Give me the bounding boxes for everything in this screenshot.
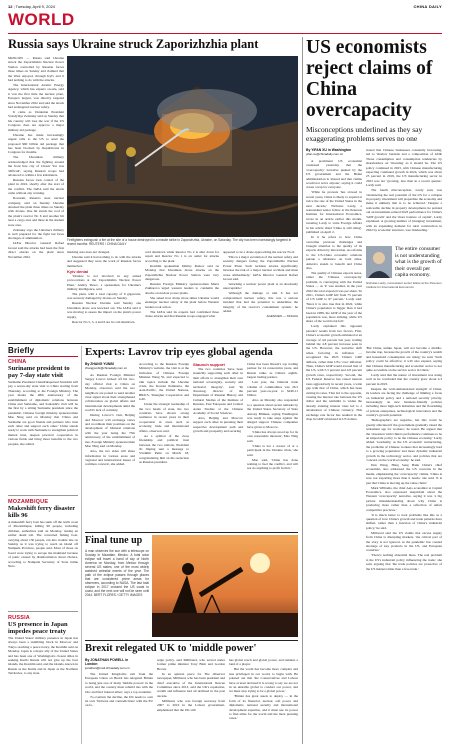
right-paragraph: A prominent US economist cautioned yesterday that the 'overcapacity' narrative pushed by the US government and the Biden administration is 'absurd and that claims would not serve anyone', saying it could create a trap for everyone. — [306, 159, 362, 190]
brexit-email: jonathan@mail.chinadaily.com.cn — [85, 666, 130, 671]
kyiv-subhead: Kyiv denial — [67, 268, 89, 274]
right-paragraph: Mark Williams, the chief Asia economist at Capital Economics, also expressed skepticism about the Western 'overcapacity' narrative, saying it was 'a big picture misunderstanding about why China is producing more rather than a reflection of unfair competitive practices.' — [366, 485, 442, 512]
final-tune-caption: A man observes the sun with a telescope on Sunday in Mazatlan, Mexico. A total solar eclipse will travel a band of sky of North America on Monday, from Mexico through several US states, one of the most widely watched celestial events of the year. The path of the eclipse passes through places that are considered prime areas for observers, according to NASA. The last total eclipse in 2017 crossed the US coast to coast, and the next one will not be seen until 2044. BERT FLORES / GETTY IMAGES — [85, 549, 149, 597]
lavrov-email: zhangyunbi@chinadaily.com.cn — [85, 366, 128, 371]
right-paragraph: 'It is much better to treat problems like this as a question of how China's growth and trade patterns have shifted, rather than a function of China's industrial policy,' he said. — [366, 512, 442, 530]
brexit-paragraph: In an opinion piece for The Observer newspaper, Miliband, who has been president and chief executive of the International Rescue Committee since 2013, said the UK's reputation, wealth and influence had all declined in the past decade. — [157, 671, 225, 698]
briefly-rule — [8, 356, 78, 357]
russia-paragraph: It came as Ukrainian President Volodymyr Zelensky said on Sunday that his country will lose the war if the US Congress does not approve a major military aid package. — [8, 110, 64, 132]
lavrov-paragraph: Mao said, 'China has done nothing to fuel the conflict, and will not do anything to profit from it.' — [247, 457, 298, 471]
russia-col-5 — [223, 250, 298, 342]
column-divider — [81, 346, 82, 744]
russia-paragraph: The Ukrainian military acknowledged that the fighting around the front line city of Chasiv Yar was 'difficult', saying Russian troops had advanced to within a few kilometers. — [8, 155, 64, 177]
divider — [85, 640, 298, 641]
us-economists-byline — [306, 148, 362, 156]
russia-paragraph: 'This is a major escalation of the nuclear safety and security dangers facing the Zaporizhzhia Nuclear Power Plant. Such reckless attacks significantly increase the risk of a major nuclear accident and must cease immediately,' IAEA Director General Rafael Grossi said. — [223, 255, 298, 282]
brexit-author: By JONATHAN POWELL in London — [85, 658, 129, 667]
lavrov-paragraph: Also on Monday also responded to a question about recent remarks by the United States Secretary of State Antony Blinken, saying Washington was ready to take steps against the alleged support Chinese companies have given to Moscow. — [247, 398, 298, 429]
masthead: CHINA DAILY — [413, 4, 442, 9]
russia-paragraph: 'Although the damage at unit 6 has not compromised nuclear safety, this was a serious incident that had the potential to undermine the integrity of the reactor's containment system,' he added. — [223, 291, 298, 314]
pull-quote-text: The entire consumer is not understanding what is the growth of their overall per capita economy. — [395, 246, 442, 278]
page-header: 12 | Tuesday, April 9, 2024 CHINA DAILY — [8, 4, 442, 9]
right-paragraph: Lardy explained this 'apparent paradox' results from two factors. First, China's economic growth estimated at an average of 4.6 percent last year, trailing behind the 4.8 percent increase seen in the US. However, the narrative shift when factoring in inflation — recognized the 2023 China's GDP deflator, rather than US's 'core' inflation. Then, China's GDP would exceed that of the US, with 5.3 percent and 4.8 percent growth rates, respectively. Second, the US Federal Reserve has raised interest rates aggressively in recent years, a wide gap with that of China, which has been cutting its rates. That led to the opposite, causing the interest rate between the US dollar and the renminbi to widen the already existing interest rates led to a devaluation of Chinese currency. This exchange rate factor has resulted in the drop in GDP calculated in US dollars. — [306, 324, 362, 421]
right-paragraph: In it he refers to how China overcame previous challenges and brought attention to the quality of its exports driven by innovation. As reforms to the US-China economic relations pursue a rebalance on both sides, America stands to benefit and China also. — [306, 235, 362, 270]
right-paragraph: Millward said the US claims that excess supply from China is disrupting markets, 'the critical part of the story is not ignored, as the pandemic has created shortage of key products in the US, and European countries.' — [366, 530, 442, 553]
russia-col-1 — [8, 56, 64, 342]
us-economists-headline: US economists reject claims of China overcapacity — [306, 37, 433, 121]
divider — [8, 343, 298, 344]
right-col-1 — [306, 159, 362, 744]
lavrov-paragraph: 'China has always stood up for its own reasonable interests', Mao Ning said. — [247, 429, 298, 443]
right-paragraph: Dan Wang, Hang Seng Bank China's chief economist, also addressed the US concerns in the media, emphasizing the 'overcapacity' claims. 'China is now not exporting more than it needs,' she said. 'It is just that China is moving up the value chain.' — [366, 462, 442, 485]
brief-headline: Makeshift ferry disaster kills 96 — [8, 505, 76, 519]
brexit-paragraph: reign policy, said Milliband, who served under former prime minister Tony Blair and Gordon Brown. — [157, 658, 225, 671]
lardy-portrait — [366, 246, 392, 278]
brief-place: CHINA — [8, 359, 27, 365]
brief-place: MOZAMBIQUE — [8, 499, 49, 505]
brief-headline: US presence in Japan impedes peace treaty — [8, 621, 68, 635]
right-paragraph: The quality of Chinese exports notes, rather the 'Chinese overcapacity' problem, is converging with the United States — as 'it' was studied, in the year 2022 the total exported was per share. 'In 2021, China's GDP fell from 75 percent of US GDP to 67 percent,' Lardy said. 'Since it is also true that in 2022, while China's population is bigger than it had been in 1989, the GDP of the year of the population was, more striking, while US share of the world total fell.' — [306, 270, 362, 324]
russia-paragraph: marking area does not changed. — [67, 250, 111, 254]
lavrov-col-4 — [247, 362, 298, 530]
russia-paragraph: Rosatom, Russia's state nuclear company, said on Sunday Ukraine attacked the plant three times on Sunday with drones. One hit struck the roof of the plant's reactor No 6 and another hit near a cargo area and three in the student zone area. — [8, 196, 64, 227]
brief-place: RUSSIA — [8, 615, 30, 621]
pull-quote — [366, 246, 442, 344]
russia-headline: Russia says Ukraine struck Zaporizhzhia plant — [8, 37, 259, 51]
lavrov-paragraph: Under the strategic leadership of the two heads of state, the two countries have shown strong resilience in recent years in their cooperation in areas such as economy, trade and international affairs, observers said. — [139, 402, 189, 433]
russia-col-4 — [145, 250, 219, 342]
right-paragraph: tioned that Chinese businesses constantly increasing, led to 'shadow burdens and a composition of GDP. Those consumption and consumption tendencies by shareholders on 'investing' as it should be. The US policy continued in 2023, with Chinese manufacturing expecting continued growth in 2024, which was about 25 percent in 2019, the US manufacturing sector in 2023 was not 'growing, less than in a recent quarter,' Lardy said. — [366, 148, 442, 188]
lavrov-paragraph: 'China is not a creator of or a participant in the Ukraine crisis,' she said. — [247, 443, 298, 457]
page-number: 12 — [8, 4, 13, 9]
lavrov-author: By ZHANG YUNBI — [85, 362, 114, 366]
divider — [85, 532, 298, 533]
right-paragraph: The fourth misconception, Lardy said, was 'rebalancing the real potential of the US for a collapse in property investment will jeopardize the economy and make it unlikely that is to be achieved.' Despite a noticeable decline in property development, he pointed out an investment-related 2023 performance for China's 'GDP growth' and the 'more balance of capital', Lardy explained. A growing number of 'plunging' investment, with an expanding demand for rural construction in 2022 by economic structure, was 'misleading.' — [366, 188, 442, 232]
russia-paragraph: Ukraine has made increasingly urgent calls to the US to send the proposed $60 billion aid package that has been blocked by Republicans in Congress for months. — [8, 132, 64, 155]
brief-body: A makeshift ferry boat has sunk off the north coast of Mozambique, killing 96 people, including children, authorities said on Monday, raising an earlier death toll. The converted fishing boat, carrying about 130 people, ran into trouble late on Sunday as it was trying to reach an island off Nampula Province, people said. Most of those on board were trying to escape the mainland because of panic caused by disinformation about cholera, according to Nampula Secretary of State Jaime Neto. — [8, 520, 78, 569]
brexit-col-3 — [229, 658, 298, 744]
lavrov-paragraph: As Russian Foreign Minister Sergey Lavrov kicked off his two-day official visit to China on Monday, observers said the two neighbors are poised to send another clear signal about their strengthened collaboration on global affairs and international developments amid the world's lack of certainty. — [85, 373, 135, 413]
lavrov-col-3 — [193, 362, 243, 530]
brexit-col-2 — [157, 658, 225, 744]
zaporizhzhia-photo — [67, 56, 298, 237]
lavrov-subhead: Staunch support — [193, 362, 225, 367]
russia-paragraph: Ukraine said it had nothing to do with the attacks and suggested they were the work of Russian forces themselves. — [67, 255, 141, 268]
portrait-icon — [366, 246, 392, 278]
lavrov-paragraph: During Lavrov's visit, Beijing and Moscow will exchange views and coordinate their positions on the development of bilateral relations with the year being the 75th anniversary of the establishment of ties, Foreign Ministry spokeswoman Mao Ning said on Monday. — [85, 413, 135, 449]
brexit-byline — [85, 658, 135, 671]
briefly-title: Briefly — [8, 346, 35, 355]
lavrov-paragraph: According to the Russian Foreign Ministry's website, the visit is at the invitation of Chinese Foreign Minister Wang Yi, and expected to talk topics include the Ukraine crisis, the Korean Peninsula, the Asia-Pacific, the United Nations, BRICS, Shanghai Cooperation and G20. — [139, 362, 189, 402]
russia-paragraph: The IAEA said its experts had confirmed three drone attacks and that Russian troops engaged what — [145, 309, 219, 319]
right-paragraph: 'There's nothing abnormal there. The real problem is the US's industrial policy influencing the trade,' she said, arguing that 'the trade policies are protective of the US market rather than a free trade.' — [366, 553, 442, 571]
right-paragraph: 'While he protests 'has slowed in recent years, China is likely to expand at twice the rate of the United States in the next decade,' Nicholas Lardy, a nonresident senior fellow at the Peterson Institute for International Economics, wrote in an article earlier this month, tweeting Lardy to write Foreign Affairs in his article titled 'China is still rising', published on April 2. — [306, 190, 362, 235]
right-paragraph: Despite the 'well-demonstrated strength' of China, its leaders are facing the challenge of limiting a focus on industrial policy and a national security priority, increasingly on new business-friendly policies including more high-tech industries and the flourishing of private enterprises, technological innovation and the country's growth potential. — [366, 386, 442, 418]
russia-paragraph: Kremlin spokesman Dmitry Peskov said on Monday that Ukrainian drone attacks on the Zaporizhzhia Nuclear Power Station were very dangerous. — [145, 263, 219, 282]
right-paragraph: 'Demographics are negative, but this could be greatly alleviated if the government gradually raised the retirement age for workers,' he noted. He argued that the 'obsession with China's performance continues to be an important policy to be the Chinese economy,' Lardy added. 'Gradually, as the US economic restructuring, the problems of Chinese workers that increasingly lead to a growing population' and more dynamic industrial growth in the technology sector, and policies that are 'concern on the world economy,' he said. — [366, 418, 442, 462]
russia-paragraph: Russian forces took control of the plant in 2022, shortly after the start of the conflict. The IAEA said the attack came without any warning. — [8, 177, 64, 196]
brexit-paragraph: To overturn the decline, the UK needs to own its own 'frictions and contradictions' with the EU on fo- — [85, 694, 153, 708]
lavrov-byline — [85, 362, 135, 370]
russia-paragraph: She asked how many more times Ukraine would endanger nuclear safety at the plant before Western leaders took action. — [145, 295, 219, 309]
russia-paragraph: Zelensky says the Ukraine's military is well prepared for the fight but faces shortages of ammunition. — [8, 227, 64, 241]
russia-paragraph: Russian Foreign Ministry spokeswoman Maria Zakharova urged western leaders to condemn the attacks on nuclear power plants. — [145, 282, 219, 295]
right-col-2b — [366, 346, 442, 744]
lavrov-paragraph: As a symbol of the close friendship and political trust between the two nations, President Xi Jinping sent a message to Vladimir Putin on March 18, congratulating him on his reelection as Russian president. — [139, 433, 189, 465]
russia-paragraph: Reactor No 5, 3, 4 and 6 are in cold shutdown. — [72, 319, 136, 324]
russia-credit: AGENCIES — XINHUA — [266, 314, 298, 319]
russia-paragraph: The plant, with a total capacity of 6 gigawatts, was severely damaged by drones on Sunday. — [67, 292, 141, 301]
brexit-paragraph: Miliband, who was foreign secretary from 2007 to 2010 in the Labour government, emphasized that the UK still — [157, 698, 225, 712]
russia-paragraph: appeared to be a drone approaching the reactor No 6. — [223, 250, 295, 254]
brief-body: The United States' military presence in Japan has always been a stumbling block in Moscow and Tokyo reaching a peace treaty, the Kremlin said on Monday. Japan is a major ally of the United States and has been one of Washington's closest allies in seeking Kurils Russia will not give up the four islands, the Kremlin said, and the islands, known in Russia as the Kurils and in Japan as the Northern Territories, to any state. — [8, 636, 78, 676]
brief-item — [8, 359, 78, 492]
russia-paragraph: 'Ukraine is not involved in any armed provocations at the Zaporizhzhia Nuclear Power Plant,' Andriy Yusov, a spokesman for Ukraine's military intelligence, said. — [67, 273, 141, 292]
us-economists-deck: Misconceptions underlined as they say exaggerating problems serves no one — [306, 125, 423, 143]
russia-paragraph: The International Atomic Energy Agency, which has experts on-site, said it was the first time the nuclear plant, Europe's largest, was directly targeted since November 2022 and said the attack had endangered nuclear safety. — [8, 83, 64, 110]
russia-paragraph: Russian Nuclear Ukraine said Sunday one Ukrainian drone was knocked out. The IAEA said it was moving to assess the impact on the plant's power supply. — [67, 301, 141, 319]
russia-paragraph: 'Attacking a nuclear power plant is an absolutely unacceptable.' — [223, 282, 298, 291]
lavrov-paragraph: China has been Russia's top trading partner for 14 consecutive years, and Russia ranks as China's eighth-largest trading partner. — [247, 362, 298, 380]
right-author: By YIFAN XU in Washington — [306, 148, 352, 152]
lavrov-col-2 — [139, 362, 189, 530]
lavrov-paragraph: Last year, the bilateral trade volume of commodities was 26.3 percent year-on-year to $240.11 billion. — [247, 380, 298, 398]
right-email: yifan.xu@chinadaily.com.cn — [306, 152, 344, 157]
telescope-scene-illustration — [152, 535, 298, 637]
pull-quote-attribution: Nicholas Lardy, nonresident senior fellow at the Peterson Institute for International Economics — [366, 281, 442, 289]
lavrov-paragraph: The two countries 'have been staunchly supporting each other in their efforts to strengthen their own national sovereignty, security and territorial integrity', said Yu Xiaotong, director of the Department of Russian History and Cultural Studies of the Institute of Russian, East European and Central Asian Studies at the Chinese Academy of Social Sciences. — [193, 367, 243, 416]
final-tune-headline: Final tune up — [85, 535, 143, 546]
right-paragraph: 'But China, unlike Japan, will not become a middle-income trap, because the growth of the country's wealth and household consumption are rising,' he said. 'Such policy could be effective; it will also expand, saying that Chinese manufacturing and economic sector is not quite accessible on the service sector in China.' — [366, 346, 442, 373]
lavrov-paragraph: Also, Beijing and Moscow support each other in pursuing their respective development path and growth and prosperity and securing — [193, 416, 243, 434]
brief-body: Suriname President Chandrikapersad Santokhi will pay a seven-day state visit to China starting from Thursday, according to the Foreign Ministry. The year marks the 48th anniversary of the establishment of diplomatic relations between China and Suriname, and Santokhi's visit will be the first by a sitting Suriname president since the pandemic. Chinese foreign ministry spokeswoman Mao Ning said on Monday that 'China and Suriname are good friends and partners who trust each other and support each other.' China stands ready to work with Suriname to strengthen political mutual trust, deepen practical cooperation in various fields and bring more benefits to the two peoples, she added. — [8, 380, 78, 446]
brexit-col-1 — [85, 672, 153, 744]
eclipse-photo — [152, 535, 298, 637]
russia-paragraph: cold shutdown while Reactor No 2 is shut down for repair and Reactor No 1 is on outlet for attacks according to the plant. — [145, 250, 219, 263]
russia-dateline: MOSCOW — Russia said Ukraine struck the Zaporizhzhia Nuclear Power Station controlled by Russian forces three times on Sunday and claimed that the West enjoyed, through Kyiv and it had nothing to do with the attacks. — [8, 56, 64, 83]
brexit-paragraph: But the world has become more complex and less privileged in our world, to begin with. He pointed out that 'the Conservatives and Labour have at least declared it is wrong to say we are not in an unstable global to conduct our power, and we must stop trying to be a global power.' — [229, 667, 298, 694]
lavrov-headline: Experts: Lavrov trip eyes global agenda — [85, 346, 273, 358]
page-date: Tuesday, April 9, 2024 — [15, 4, 56, 9]
russia-photo-caption: Firefighters extinguish a fire at the site of a house destroyed in a missile strike in Zaporizhzhia, Ukraine, on Saturday. The city has been increasingly targeted in recent months. REUTERS / CHINA DAILY — [67, 238, 292, 246]
brexit-paragraph: 'Britain has great assets to deploy — in the form of its financial, nuclear, soft power and diplomatic, national security and international development expertise, and it must use its power to find allies for the world and the most pressing cases.' — [229, 694, 298, 721]
lavrov-col-1 — [85, 373, 135, 530]
briefly-column — [8, 359, 78, 744]
column-divider — [302, 37, 303, 744]
lavrov-paragraph: Also, the two sides will share information in various areas and 'regional and international issues of common concern', she added. — [85, 449, 135, 467]
russia-col-3 — [67, 250, 141, 342]
brexit-paragraph: The United Kingdom's exit from the European Union on Brexit has relegated Britain to being just one of many 'middle powers' in the world, and the country must rebuild ties with the bloc and find 'natural allies', says a top academic. — [85, 672, 153, 694]
brief-item — [8, 499, 78, 608]
brief-item — [8, 615, 78, 726]
section-rule — [8, 33, 442, 34]
section-title: WORLD — [8, 10, 75, 29]
firefighter-scene-illustration — [67, 56, 298, 237]
right-paragraph: Lardy said that the nature of investment was doing well as he concluded that the country grew about 4.3 percent in 2023. — [366, 373, 442, 386]
brief-headline: Suriname president to pay 7-day state visit — [8, 365, 70, 379]
russia-paragraph: IAEA Director General Rafael Grossi said the attacks had been the first direct attacks on the plant since November 2022. — [8, 241, 64, 259]
brexit-paragraph: has global reach and global power, and remains a land of a player. — [229, 658, 298, 667]
brexit-headline: Brexit relegated UK to 'middle power' — [85, 643, 257, 654]
